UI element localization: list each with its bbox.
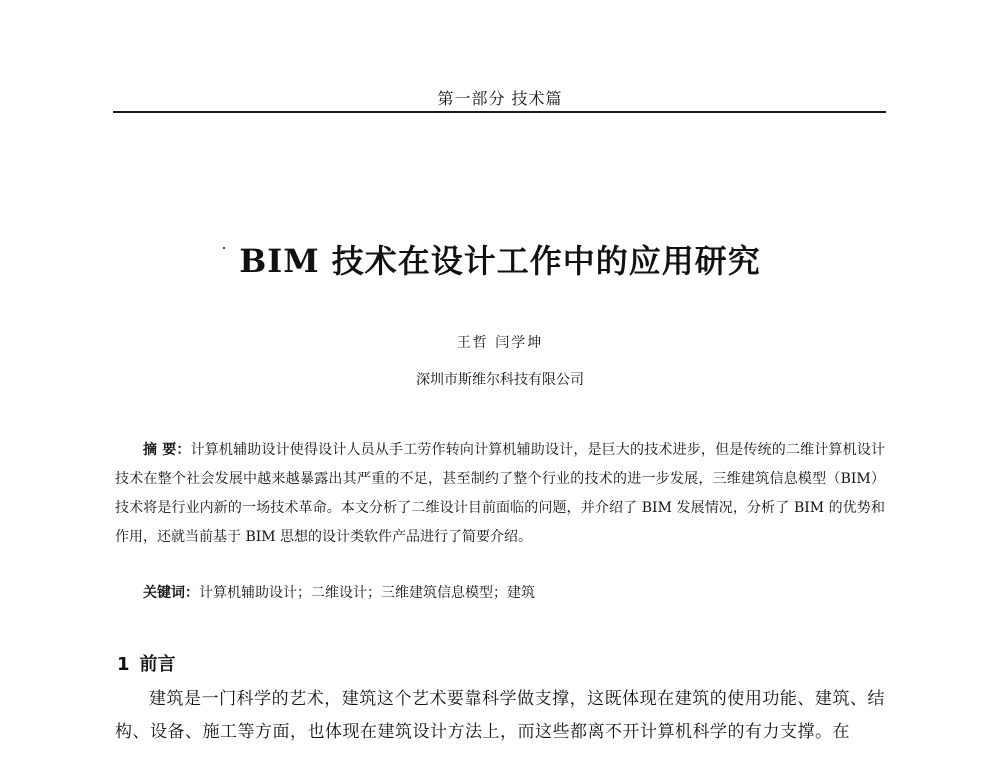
section-body: 建筑是一门科学的艺术，建筑这个艺术要靠科学做支撑，这既体现在建筑的使用功能、建筑、结构、设备、施工等方面，也体现在建筑设计方法上，而这些都离不开计算机科学的有力支撑。在 (115, 689, 885, 742)
authors: 王哲 闫学坤 (456, 335, 544, 351)
section-title: 前言 (139, 654, 176, 675)
keywords (143, 582, 883, 602)
paper-title: BIM 技术在设计工作中的应用研究 (239, 242, 761, 280)
section-heading (117, 650, 176, 676)
section-number: 1 (117, 654, 130, 675)
abstract (115, 436, 885, 552)
header-rule (113, 111, 886, 113)
abstract-text: 计算机辅助设计使得设计人员从手工劳作转向计算机辅助设计，是巨大的技术进步，但是传统的二维计算机设计技术在整个社会发展中越来越暴露出其严重的不足，甚至制约了整个行业的技术的进一步发展，三维建筑信息模型（BIM）技术将是行业内新的一场技术革命。本文分析了二维设计目前面临的问题，并介绍了 BIM 发展情况，分析了 BIM 的优势和作用，还就当前基于 BIM 思想的设计类软件产品进行了简要介绍。 (115, 442, 885, 545)
keywords-text: 计算机辅助设计；二维设计；三维建筑信息模型；建筑 (199, 585, 535, 601)
affiliation: 深圳市斯维尔科技有限公司 (416, 372, 584, 388)
abstract-label: 摘 要： (143, 442, 191, 458)
running-header: 第一部分 技术篇 (437, 89, 563, 108)
keywords-label: 关键词： (143, 585, 199, 601)
